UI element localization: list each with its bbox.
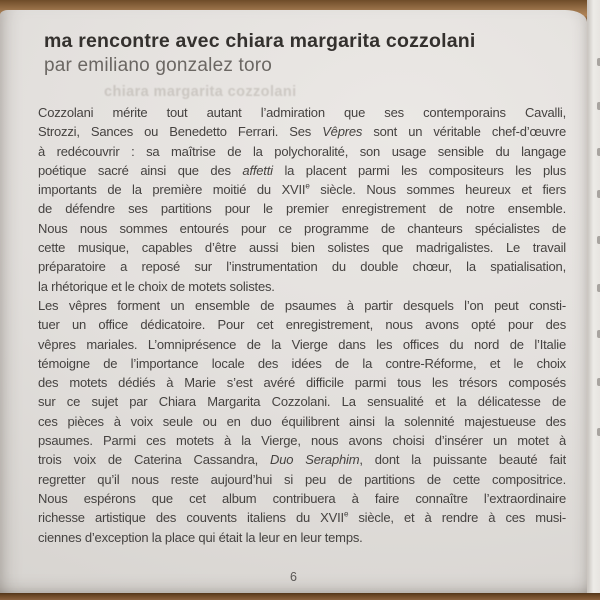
facing-page-edge	[587, 0, 600, 593]
body-line: importants de la première moitié du XVIIe siècle. Nous sommes heureux et fiers	[38, 181, 566, 198]
body-line: sur ce sujet par Chiara Margarita Cozzolani. La sensualité et la délicatesse de	[38, 394, 566, 410]
body-line: tuer un office dédicatoire. Pour cet enregistrement, nous avons opté pour des	[38, 317, 566, 333]
body-line: ciennes d’exception la place qui était la leur en leur temps.	[38, 529, 363, 545]
body-line: cette musique, capables d’être aussi bien solistes que madrigalistes. Le travail	[38, 240, 566, 256]
body-line: à redécouvrir : sa maîtrise de la polychoralité, son usage sensible du langage	[38, 143, 566, 159]
body-line: la rhétorique et le choix de motets solistes.	[38, 278, 275, 294]
showthrough-text: chiara margarita cozzolani	[104, 84, 297, 100]
body-line: Nous espérons que cet album contribuera à faire connaître l’extraordinaire	[38, 490, 566, 506]
body-line: poétique sacré ainsi que des affetti la placent parmi les compositeurs les plus	[38, 162, 566, 178]
body-line: Nous nous sommes entourés pour ce programme de chanteurs spécialistes de	[38, 220, 566, 236]
body-text	[38, 103, 566, 547]
page-title: ma rencontre avec chiara margarita cozzolani	[44, 30, 476, 52]
body-line: ces pièces à voix seule ou en duo équilibrent ainsi la solennité majestueuse des	[38, 413, 566, 429]
byline: par emiliano gonzalez toro	[44, 55, 273, 76]
body-line: de défendre ses partitions pour le premier enregistrement de notre ensemble.	[38, 201, 566, 217]
body-line: Les vêpres forment un ensemble de psaumes à partir desquels l’on peut consti-	[38, 297, 566, 313]
body-line: trois voix de Caterina Cassandra, Duo Seraphim, dont la puissante beauté fait	[38, 452, 566, 468]
body-line: Cozzolani mérite tout autant l’admiration que ses contemporains Cavalli,	[38, 105, 566, 120]
body-line: psaumes. Parmi ces motets à la Vierge, nous avons choisi d’insérer un motet à	[38, 433, 566, 449]
body-line: des motets dédiés à Marie s’est avéré difficile parmi tous les trésors composés	[38, 375, 566, 391]
body-line: préparatoire a reposé sur l’instrumentation du double chœur, la spatialisation,	[38, 259, 566, 275]
booklet-page	[0, 10, 587, 593]
body-line: regretter qu’il nous reste aujourd’hui si peu de partitions de cette compositrice.	[38, 471, 566, 487]
body-line: richesse artistique des couvents italiens du XVIIe siècle, et à rendre à ces musi-	[38, 509, 566, 526]
body-line: témoigne de l’importance locale des idées de la contre-Réforme, et le choix	[38, 355, 566, 371]
body-line: vêpres mariales. L’omniprésence de la Vierge dans les offices du nord de l’Italie	[38, 336, 566, 352]
body-line: Strozzi, Sances ou Benedetto Ferrari. Ses Vêpres sont un véritable chef-d’œuvre	[38, 124, 566, 140]
page-number: 6	[290, 570, 297, 584]
